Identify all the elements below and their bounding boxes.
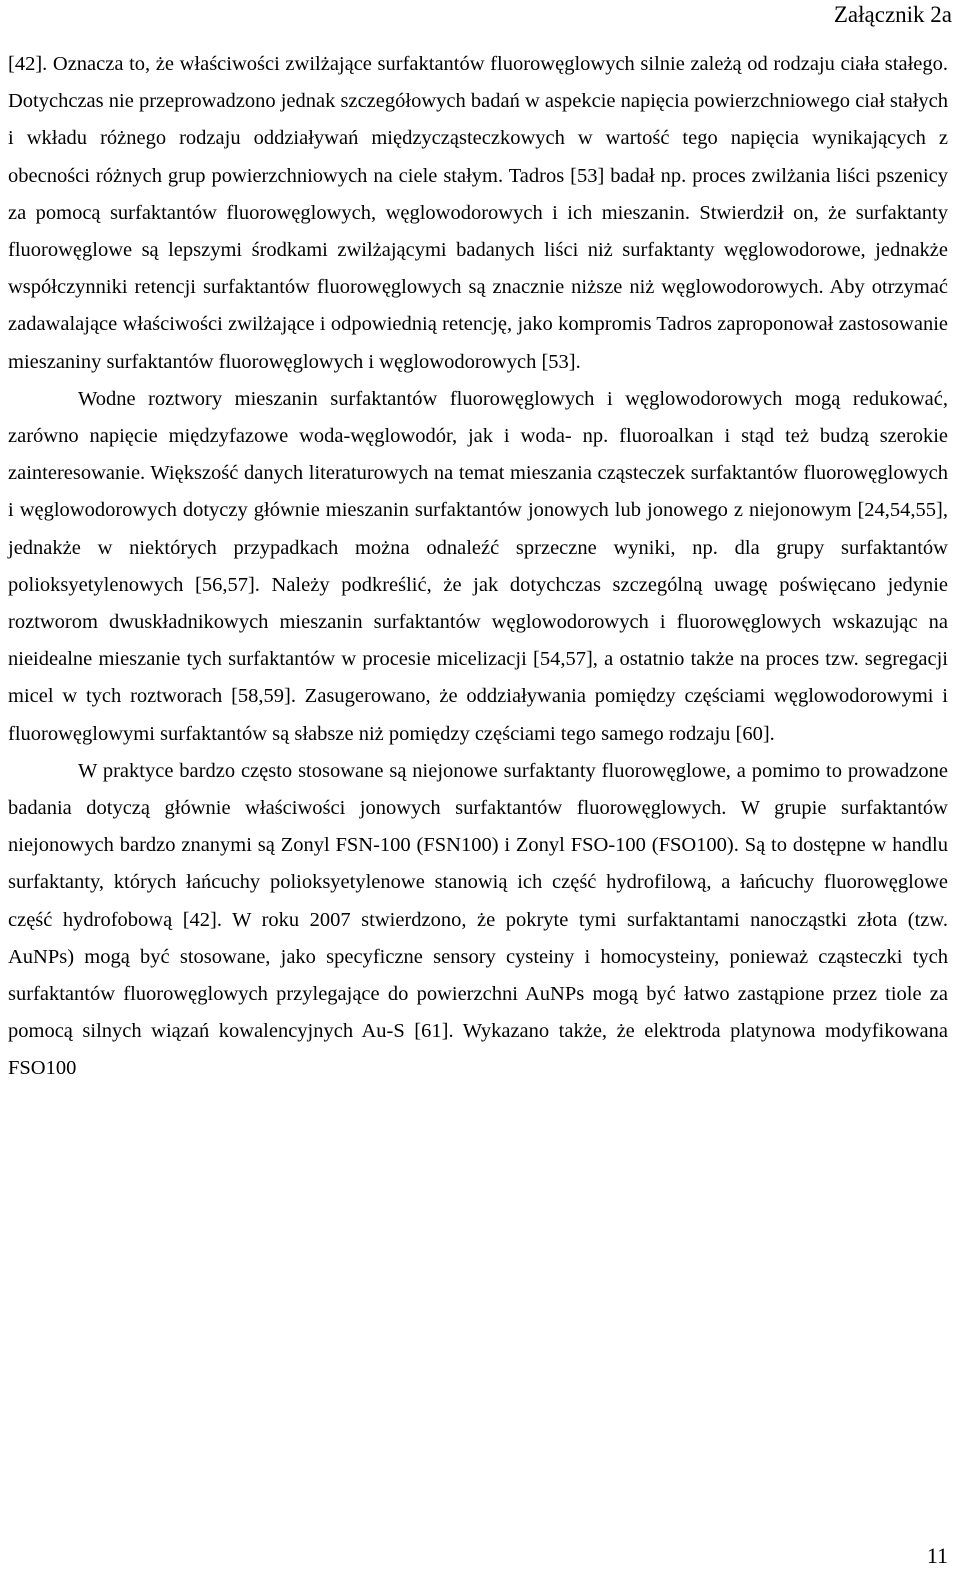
paragraph-2: Wodne roztwory mieszanin surfaktantów fluorowęglowych i węglowodorowych mogą redukować, zarówno napięcie międzyfazowe woda-węglowodór, jak i woda- np. fluoroalkan i stąd też budzą szerokie zainteresowanie. Większość danych literaturowych na temat mieszania cząsteczek surfaktantów fluorowęglowych i węglowodorowych dotyczy głównie mieszanin surfaktantów jonowych lub jonowego z niejonowym [24,54,55], jednakże w niektórych przypadkach można odnaleźć sprzeczne wyniki, np. dla grupy surfaktantów polioksyetylenowych [56,57]. Należy podkreślić, że jak dotychczas szczególną uwagę poświęcano jedynie roztworom dwuskładnikowych mieszanin surfaktantów węglowodorowych i fluorowęglowych wskazując na nieidealne mieszanie tych surfaktantów w procesie micelizacji [54,57], a ostatnio także na proces tzw. segregacji micel w tych roztworach [58,59]. Zasugerowano, że oddziaływania pomiędzy częściami węglowodorowymi i fluorowęglowymi surfaktantów są słabsze niż pomiędzy częściami tego samego rodzaju [60]. [8,387,948,745]
document-body [8,46,948,1088]
attachment-header: Załącznik 2a [833,2,952,27]
paragraph-1: [42]. Oznacza to, że właściwości zwilżające surfaktantów fluorowęglowych silnie zależą od rodzaju ciała stałego. Dotychczas nie przeprowadzono jednak szczegółowych badań w aspekcie napięcia powierzchniowego ciał stałych i wkładu różnego rodzaju oddziaływań międzycząsteczkowych w wartość tego napięcia wynikających z obecności różnych grup powierzchniowych na ciele stałym. Tadros [53] badał np. proces zwilżania liści pszenicy za pomocą surfaktantów fluorowęglowych, węglowodorowych i ich mieszanin. Stwierdził on, że surfaktanty fluorowęglowe są lepszymi środkami zwilżającymi badanych liści niż surfaktanty węglowodorowe, jednakże współczynniki retencji surfaktantów fluorowęglowych są znacznie niższe niż węglowodorowych. Aby otrzymać zadawalające właściwości zwilżające i odpowiednią retencję, jako kompromis Tadros zaproponował zastosowanie mieszaniny surfaktantów fluorowęglowych i węglowodorowych [53]. [8,53,948,373]
paragraph-3: W praktyce bardzo często stosowane są niejonowe surfaktanty fluorowęglowe, a pomimo to prowadzone badania dotyczą głównie właściwości jonowych surfaktantów fluorowęglowych. W grupie surfaktantów niejonowych bardzo znanymi są Zonyl FSN-100 (FSN100) i Zonyl FSO-100 (FSO100). Są to dostępne w handlu surfaktanty, których łańcuchy polioksyetylenowe stanowią ich część hydrofilową, a łańcuchy fluorowęglowe część hydrofobową [42]. W roku 2007 stwierdzono, że pokryte tymi surfaktantami nanocząstki złota (tzw. AuNPs) mogą być stosowane, jako specyficzne sensory cysteiny i homocysteiny, ponieważ cząsteczki tych surfaktantów fluorowęglowych przylegające do powierzchni AuNPs mogą być łatwo zastąpione przez tiole za pomocą silnych wiązań kowalencyjnych Au-S [61]. Wykazano także, że elektroda platynowa modyfikowana FSO100 [8,759,948,1080]
page-number: 11 [926,1543,948,1568]
